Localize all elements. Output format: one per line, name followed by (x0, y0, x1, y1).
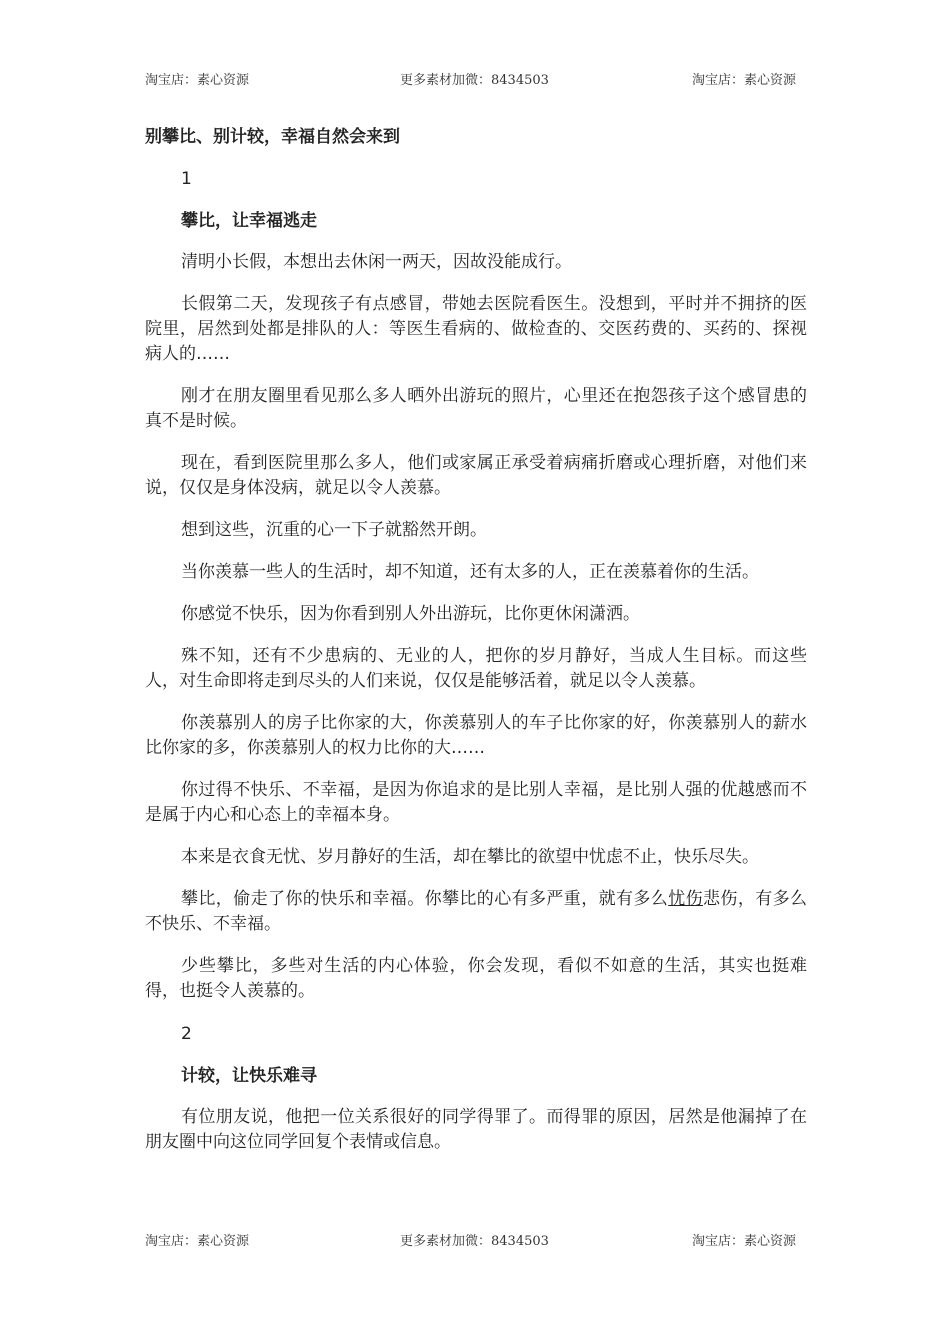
paragraph: 刚才在朋友圈里看见那么多人晒外出游玩的照片，心里还在抱怨孩子这个感冒患的真不是时候。 (145, 386, 807, 431)
page-footer (0, 1230, 950, 1254)
paragraph-text-before: 攀比，偷走了你的快乐和幸福。你攀比的心有多严重，就有多么 (181, 889, 669, 909)
footer-left-text: 淘宝店：素心资源 (145, 1234, 250, 1249)
section-heading-1: 攀比，让幸福逃走 (181, 211, 317, 231)
paragraph: 少些攀比，多些对生活的内心体验，你会发现，看似不如意的生活，其实也挺难得，也挺令人羡慕的。 (145, 956, 807, 1001)
paragraph: 有位朋友说，他把一位关系很好的同学得罪了。而得罪的原因，居然是他漏掉了在朋友圈中向这位同学回复个表情或信息。 (145, 1107, 807, 1152)
paragraph: 清明小长假，本想出去休闲一两天，因故没能成行。 (181, 252, 572, 272)
paragraph-text-after: 悲伤，有多么不快乐、不幸福。 (145, 889, 808, 934)
header-center-text: 更多素材加微：8434503 (400, 73, 549, 88)
paragraph: 你羡慕别人的房子比你家的大，你羡慕别人的车子比你家的好，你羡慕别人的薪水比你家的多，你羡慕别人的权力比你的大…… (145, 713, 807, 758)
header-right-text: 淘宝店：素心资源 (692, 73, 797, 88)
footer-center-text: 更多素材加微：8434503 (400, 1234, 549, 1249)
paragraph: 想到这些，沉重的心一下子就豁然开朗。 (181, 520, 487, 540)
paragraph: 现在，看到医院里那么多人，他们或家属正承受着病痛折磨或心理折磨，对他们来说，仅仅是身体没病，就足以令人羡慕。 (145, 453, 807, 498)
article-title: 别攀比、别计较，幸福自然会来到 (145, 127, 400, 147)
paragraph: 本来是衣食无忧、岁月静好的生活，却在攀比的欲望中忧虑不止，快乐尽失。 (181, 847, 759, 867)
section-number-2: 2 (181, 1024, 192, 1044)
paragraph: 你感觉不快乐，因为你看到别人外出游玩，比你更休闲潇洒。 (181, 604, 640, 624)
paragraph-with-link (145, 887, 807, 937)
paragraph: 你过得不快乐、不幸福，是因为你追求的是比别人幸福，是比别人强的优越感而不是属于内心和心态上的幸福本身。 (145, 780, 807, 825)
paragraph: 殊不知，还有不少患病的、无业的人，把你的岁月静好，当成人生目标。而这些人，对生命即将走到尽头的人们来说，仅仅是能够活着，就足以令人羡慕。 (145, 646, 807, 691)
article-body (145, 124, 807, 1172)
underlined-link[interactable]: 忧伤 (668, 889, 704, 909)
paragraph: 当你羡慕一些人的生活时，却不知道，还有太多的人，正在羡慕着你的生活。 (181, 562, 759, 582)
paragraph: 长假第二天，发现孩子有点感冒，带她去医院看医生。没想到，平时并不拥挤的医院里，居然到处都是排队的人：等医生看病的、做检查的、交医药费的、买药的、探视病人的…… (145, 294, 807, 364)
header-left-text: 淘宝店：素心资源 (145, 73, 250, 88)
page-header (0, 69, 950, 93)
section-number-1: 1 (181, 169, 192, 189)
footer-right-text: 淘宝店：素心资源 (692, 1234, 797, 1249)
section-heading-2: 计较，让快乐难寻 (181, 1066, 317, 1086)
